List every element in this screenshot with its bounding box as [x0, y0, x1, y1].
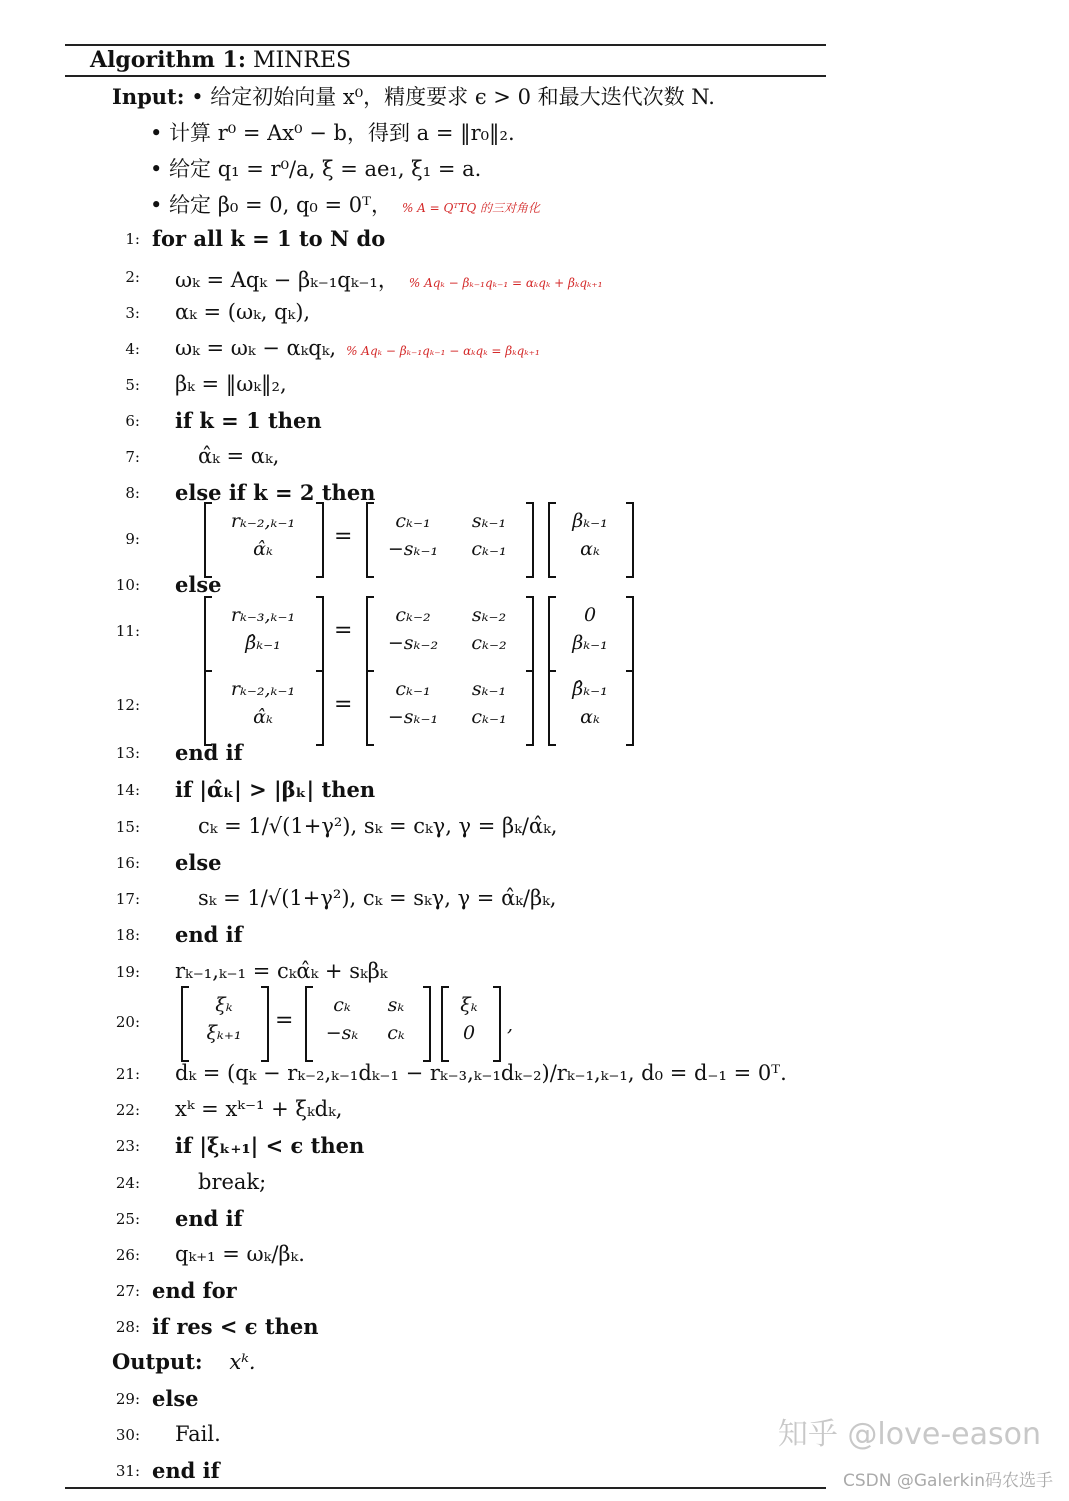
line-number: 24: [115, 1174, 140, 1192]
algorithm-line: if k = 1 then [175, 408, 322, 433]
input-item-2: • 计算 r⁰ = Ax⁰ − b，得到 a = ‖r₀‖₂. [150, 121, 515, 145]
matrix-bracket [261, 986, 269, 1062]
line-number: 10: [115, 576, 140, 594]
input-item-4: • 给定 β₀ = 0, q₀ = 0ᵀ， % A = QᵀTQ 的三对角化 [150, 193, 541, 217]
input-item-3: • 给定 q₁ = r⁰/a, ξ = ae₁, ξ₁ = a. [150, 157, 482, 181]
matrix-cell: rₖ₋₂,ₖ₋₁ [230, 510, 296, 532]
line-number: 11: [115, 622, 140, 640]
matrix-cell: 0 [583, 604, 597, 626]
matrix-bracket [526, 596, 534, 672]
matrix-bracket [493, 986, 501, 1062]
top-rule [65, 44, 826, 46]
algorithm-line: cₖ = 1/√(1+γ²), sₖ = cₖγ, γ = βₖ/α̂ₖ, [198, 814, 558, 838]
matrix-cell: −sₖ₋₁ [387, 538, 439, 560]
algorithm-line: sₖ = 1/√(1+γ²), cₖ = sₖγ, γ = α̂ₖ/βₖ, [198, 886, 557, 910]
algorithm-line: dₖ = (qₖ − rₖ₋₂,ₖ₋₁dₖ₋₁ − rₖ₋₃,ₖ₋₁dₖ₋₂)/rₖ₋₁,ₖ₋₁, d₀ = d₋₁ = 0ᵀ. [175, 1061, 787, 1085]
matrix-bracket [316, 502, 324, 578]
line-number: 4: [125, 340, 140, 358]
algorithm-line: break; [198, 1170, 267, 1194]
line-number: 20: [115, 1013, 140, 1031]
matrix-cell: sₖ₋₁ [471, 510, 507, 532]
line-number: 25: [115, 1210, 140, 1228]
matrix-cell: 0 [462, 1022, 476, 1044]
algorithm-line: end if [175, 922, 243, 947]
output-line: Output: xᵏ. [112, 1349, 256, 1374]
matrix-cell: −sₖ [325, 1022, 359, 1044]
matrix-cell: cₖ₋₁ [471, 706, 507, 728]
algorithm-line: α̂ₖ = αₖ, [198, 444, 280, 468]
line-number: 9: [125, 530, 140, 548]
matrix-cell: cₖ [333, 994, 351, 1016]
line-number: 28: [115, 1318, 140, 1336]
matrix-bracket [366, 596, 374, 672]
line-number: 26: [115, 1246, 140, 1264]
line-number: 13: [115, 744, 140, 762]
line-number: 6: [125, 412, 140, 430]
algorithm-line: else if k = 2 then [175, 480, 376, 505]
matrix-cell: β̂ₖ₋₁ [572, 678, 608, 700]
matrix-cell: β̂ₖ₋₁ [245, 632, 281, 654]
algorithm-line: if |ξₖ₊₁| < ϵ then [175, 1133, 365, 1158]
matrix-cell: ξₖ [460, 994, 478, 1016]
matrix-cell: cₖ [387, 1022, 405, 1044]
equals-sign: = [334, 524, 353, 549]
line-number: 1: [125, 230, 140, 248]
matrix-cell: rₖ₋₂,ₖ₋₁ [230, 678, 296, 700]
matrix-bracket [626, 670, 634, 746]
matrix-cell: −sₖ₋₂ [387, 632, 439, 654]
line-number: 17: [115, 890, 140, 908]
comment: % Aqₖ − βₖ₋₁qₖ₋₁ − αₖqₖ = βₖqₖ₊₁ [346, 344, 540, 358]
equals-sign: = [334, 692, 353, 717]
algorithm-line: else [152, 1386, 199, 1411]
line-number: 7: [125, 448, 140, 466]
equals-sign: = [334, 618, 353, 643]
algorithm-line: ωₖ = Aqₖ − βₖ₋₁qₖ₋₁， % Aqₖ − βₖ₋₁qₖ₋₁ = αₖqₖ + βₖqₖ₊₁ [175, 268, 603, 292]
line-number: 18: [115, 926, 140, 944]
algorithm-line: end if [152, 1458, 220, 1483]
matrix-cell: rₖ₋₃,ₖ₋₁ [230, 604, 296, 626]
line-number: 23: [115, 1137, 140, 1155]
csdn-watermark: CSDN @Galerkin码农选手 [843, 1471, 1053, 1491]
matrix-cell: ξₖ₊₁ [206, 1022, 242, 1044]
matrix-cell: α̂ₖ [253, 706, 273, 728]
matrix-cell: cₖ₋₁ [395, 510, 431, 532]
bottom-rule [65, 1487, 826, 1489]
line-number: 5: [125, 376, 140, 394]
line-number: 8: [125, 484, 140, 502]
line-number: 21: [115, 1065, 140, 1083]
line-number: 30: [115, 1426, 140, 1444]
matrix-cell: cₖ₋₁ [471, 538, 507, 560]
algorithm-line: qₖ₊₁ = ωₖ/βₖ. [175, 1242, 305, 1266]
matrix-bracket [423, 986, 431, 1062]
matrix-cell: α̂ₖ [253, 538, 273, 560]
algorithm-line: for all k = 1 to N do [152, 226, 386, 251]
matrix-cell: cₖ₋₂ [395, 604, 431, 626]
algorithm-line: else [175, 572, 222, 597]
line-number: 27: [115, 1282, 140, 1300]
line-number: 15: [115, 818, 140, 836]
algorithm-line: end if [175, 740, 243, 765]
matrix-bracket [316, 596, 324, 672]
comment: % A = QᵀTQ 的三对角化 [401, 201, 541, 215]
algorithm-line: else [175, 850, 222, 875]
matrix-cell: βₖ₋₁ [572, 510, 608, 532]
algorithm-line: rₖ₋₁,ₖ₋₁ = cₖα̂ₖ + sₖβₖ [175, 959, 388, 983]
line-number: 14: [115, 781, 140, 799]
algorithm-line: end if [175, 1206, 243, 1231]
matrix-bracket [526, 670, 534, 746]
matrix-cell: cₖ₋₂ [471, 632, 507, 654]
line-number: 31: [115, 1462, 140, 1480]
zhihu-watermark: 知乎 @love-eason [777, 1417, 1041, 1452]
algorithm-line: if |α̂ₖ| > |βₖ| then [175, 777, 376, 802]
matrix-cell: −sₖ₋₁ [387, 706, 439, 728]
input-line: Input: • 给定初始向量 x⁰，精度要求 ϵ > 0 和最大迭代次数 N. [112, 84, 715, 109]
line-number: 19: [115, 963, 140, 981]
algorithm-line: if res < ϵ then [152, 1314, 319, 1339]
line-number: 2: [125, 268, 140, 286]
matrix-bracket [316, 670, 324, 746]
algorithm-title: Algorithm 1: MINRES [90, 47, 352, 73]
matrix-cell: sₖ₋₂ [471, 604, 507, 626]
matrix-cell: αₖ [580, 706, 600, 728]
matrix-bracket [366, 502, 374, 578]
comma: , [507, 1014, 514, 1036]
matrix-cell: cₖ₋₁ [395, 678, 431, 700]
line-number: 16: [115, 854, 140, 872]
line-number: 29: [115, 1390, 140, 1408]
title-rule [65, 75, 826, 77]
line-number: 22: [115, 1101, 140, 1119]
algorithm-line: xᵏ = xᵏ⁻¹ + ξₖdₖ, [175, 1097, 343, 1121]
matrix-cell: sₖ [387, 994, 405, 1016]
matrix-cell: βₖ₋₁ [572, 632, 608, 654]
matrix-bracket [366, 670, 374, 746]
algorithm-line: end for [152, 1278, 237, 1303]
matrix-bracket [526, 502, 534, 578]
equals-sign: = [275, 1008, 294, 1033]
line-number: 3: [125, 304, 140, 322]
matrix-bracket [626, 596, 634, 672]
matrix-bracket [626, 502, 634, 578]
algorithm-line: Fail. [175, 1422, 221, 1446]
matrix-cell: αₖ [580, 538, 600, 560]
matrix-cell: ξₖ [215, 994, 233, 1016]
algorithm-line: ωₖ = ωₖ − αₖqₖ, % Aqₖ − βₖ₋₁qₖ₋₁ − αₖqₖ = βₖqₖ₊₁ [175, 336, 540, 360]
comment: % Aqₖ − βₖ₋₁qₖ₋₁ = αₖqₖ + βₖqₖ₊₁ [408, 276, 603, 290]
algorithm-line: βₖ = ‖ωₖ‖₂, [175, 372, 287, 396]
matrix-cell: sₖ₋₁ [471, 678, 507, 700]
algorithm-line: αₖ = (ωₖ, qₖ), [175, 300, 311, 324]
line-number: 12: [115, 696, 140, 714]
